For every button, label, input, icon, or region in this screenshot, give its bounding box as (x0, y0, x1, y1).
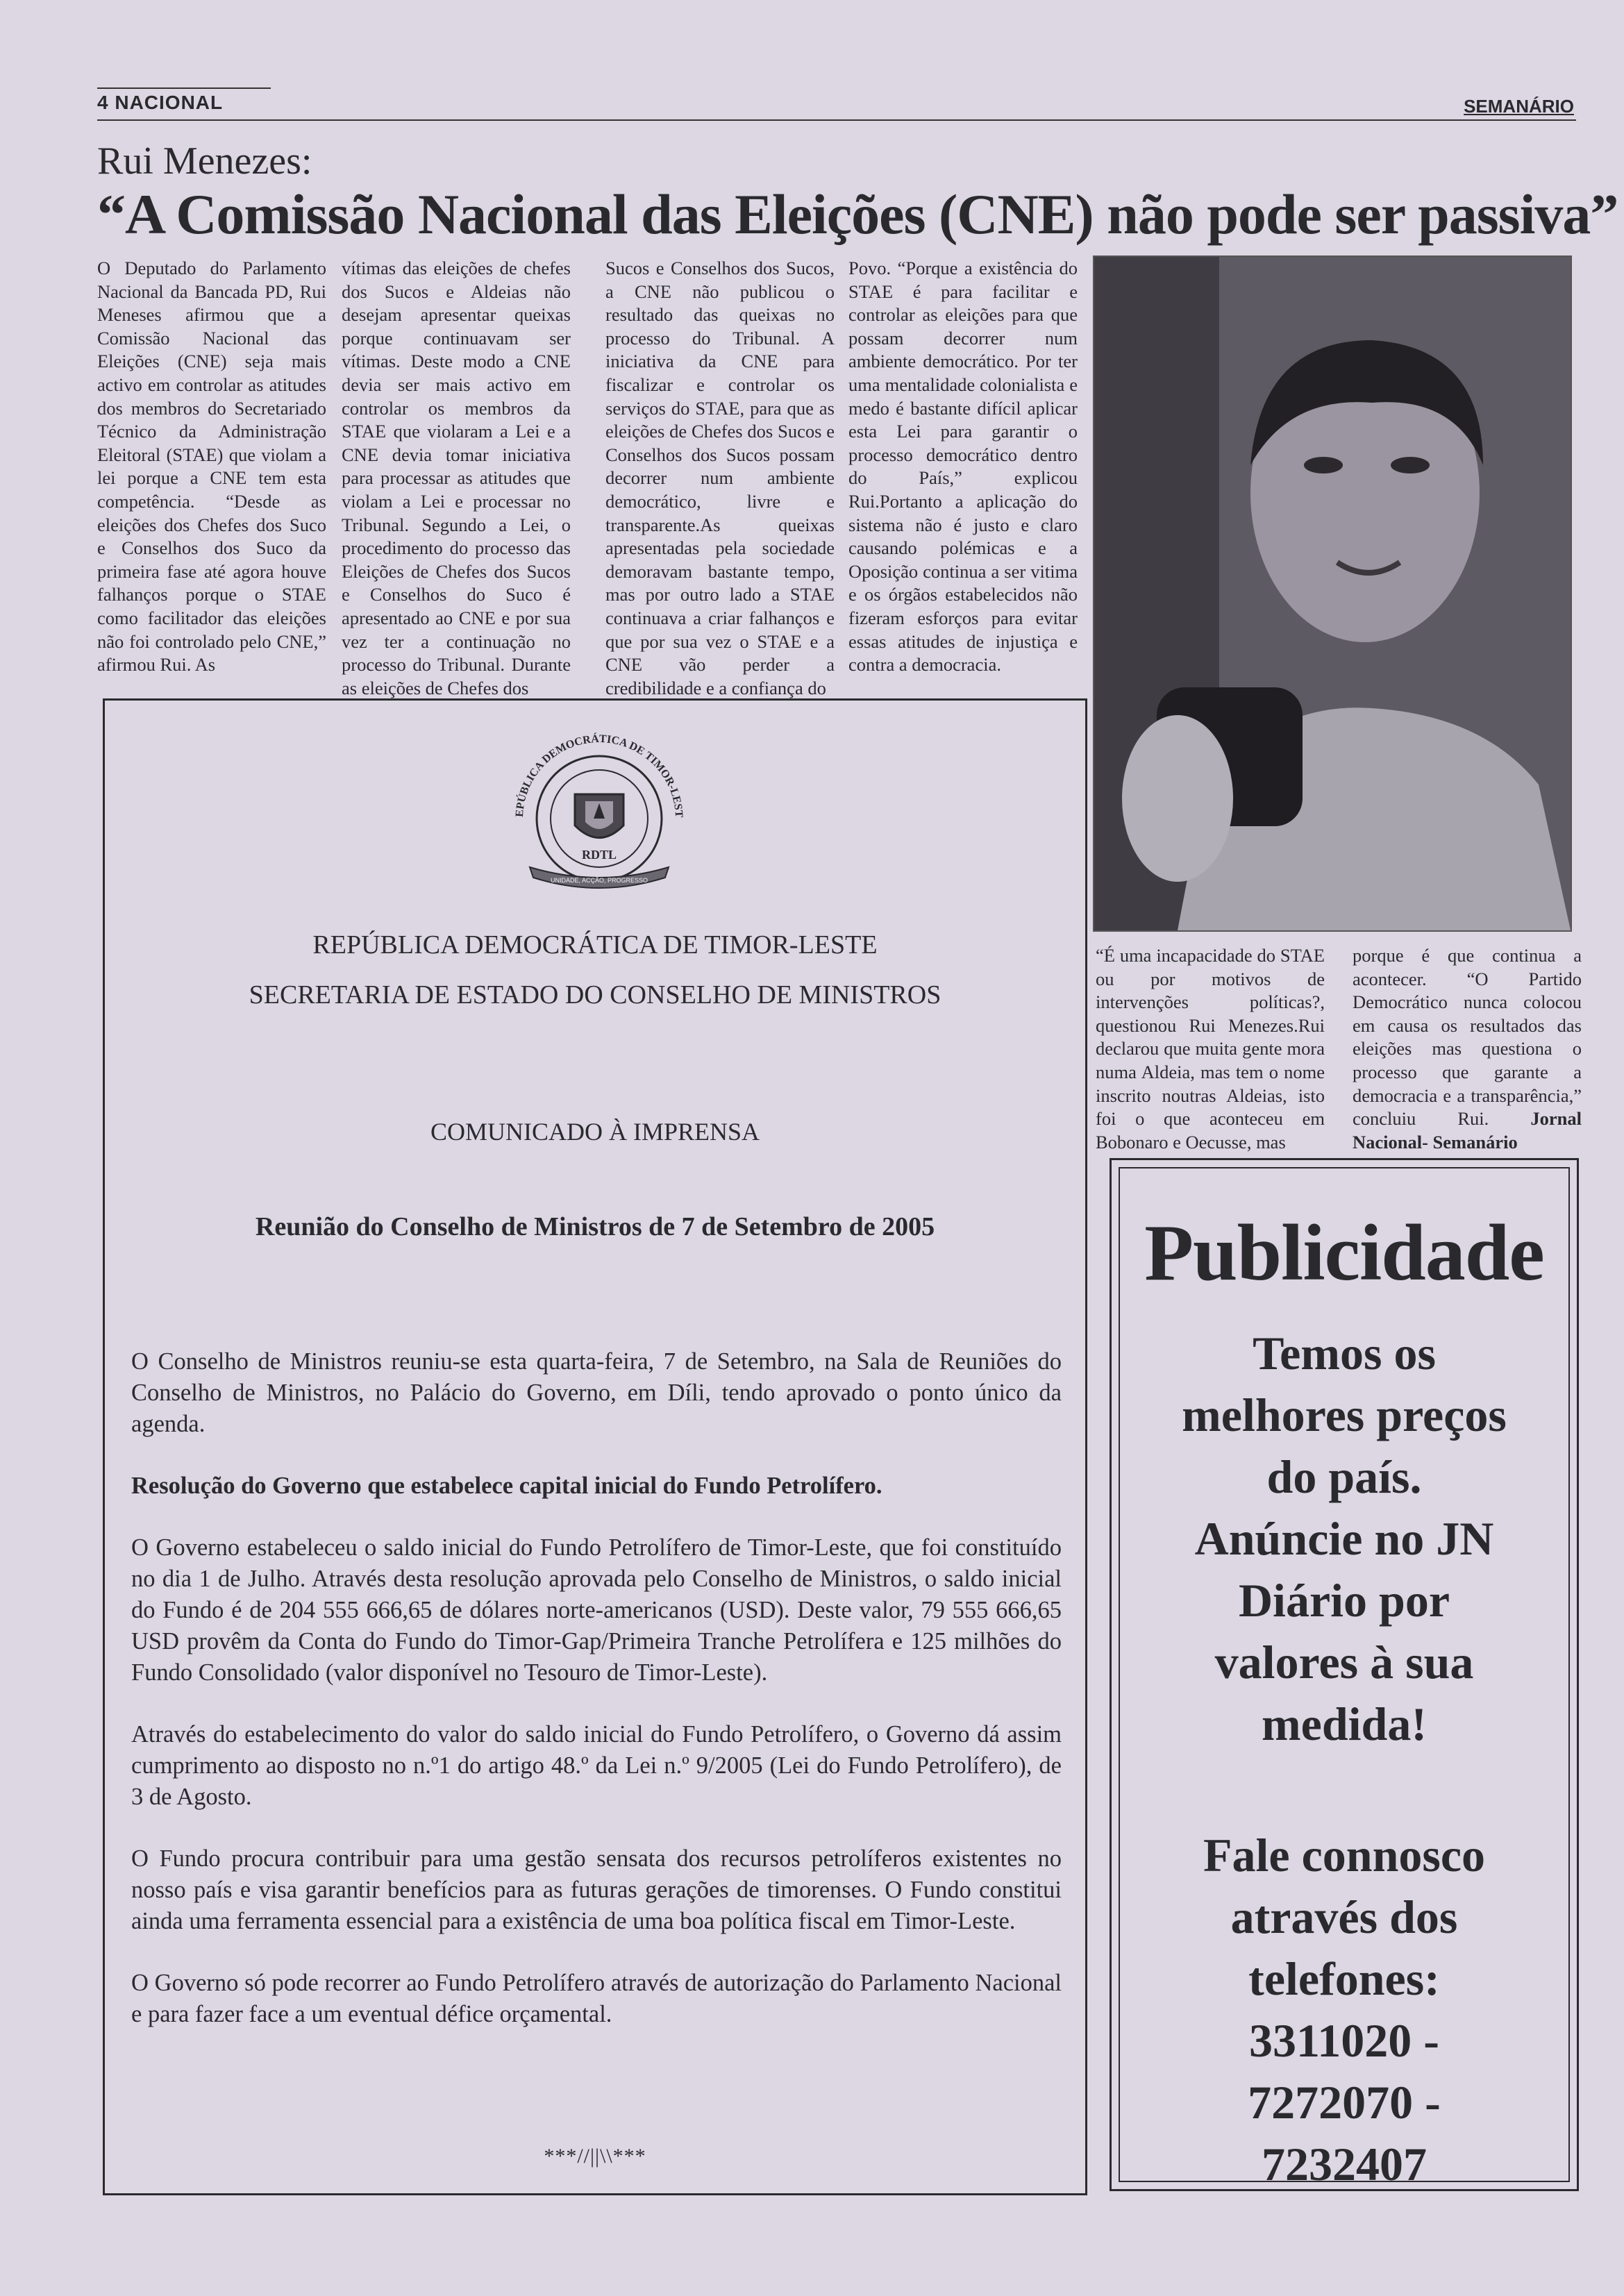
advertisement-line: medida! (1262, 1698, 1427, 1750)
article-continuation-1: “É uma incapacidade do STAE ou por motivos de intervenções políticas?, questionou Rui Menezes.Rui declarou que muita gente mora numa Aldeia, mas tem o nome inscrito noutras Aldeias, isto foi o que aconteceu em Bobonaro e Oecusse, mas (1096, 945, 1325, 1153)
article-signature: Jornal Nacional- Semanário (1353, 1108, 1582, 1153)
advertisement-line: melhores preços (1182, 1389, 1507, 1441)
publication-name: SEMANÁRIO (1464, 96, 1574, 117)
advertisement-contact-line: através dos (1230, 1891, 1458, 1943)
release-paragraph: O Governo só pode recorrer ao Fundo Petrolífero através de autorização do Parlamento Nacional e para fazer face a um eventual défice orçamental. (131, 1970, 1062, 2027)
release-end-mark: ***//||\\*** (544, 2145, 646, 2168)
advertisement-phone: 3311020 - (1249, 2014, 1439, 2067)
release-paragraph: O Governo estabeleceu o saldo inicial do Fundo Petrolífero de Timor-Leste, que foi constituído no dia 1 de Julho. Através desta resolução aprovada pelo Conselho de Ministros, o saldo inicial do Fundo é de 204 555 666,65 de dólares norte-americanos (USD). Deste valor, 79 555 666,65 USD provêm da Conta do Fundo do Timor-Gap/Primeira Tranche Petrolífera e 125 milhões do Fundo Consolidado (valor disponível no Tesouro de Timor-Leste). (131, 1534, 1062, 1686)
advertisement-phone: 7232407 (1262, 2138, 1427, 2190)
article-kicker: Rui Menezes: (97, 140, 312, 183)
advertisement-line: Temos os (1253, 1327, 1436, 1380)
advertisement-line: Diário por (1238, 1574, 1450, 1627)
emblem-ribbon: UNIDADE, ACÇÃO, PROGRESSO (550, 877, 648, 884)
release-paragraph: Através do estabelecimento do valor do saldo inicial do Fundo Petrolífero, o Governo dá assim cumprimento ao disposto no n.º1 do artigo 48.º da Lei n.º 9/2005 (Lei do Fundo Petrolífero), de 3 de Agosto. (131, 1721, 1062, 1810)
advertisement-line: valores à sua (1214, 1636, 1474, 1689)
article-column-1: O Deputado do Parlamento Nacional da Bancada PD, Rui Meneses afirmou que a Comissão Nacional das Eleições (CNE) seja mais activo em controlar as atitudes dos membros do Secretariado Técnico da Administração Eleitoral (STAE) que violam a lei porque a CNE tem esta competência. “Desde as eleições dos Chefes dos Suco e Conselhos dos Suco da primeira fase até agora houve falhanços porque o STAE como facilitador das eleições não foi controlado pelo CNE,” afirmou Rui. As (97, 258, 326, 676)
release-paragraph: O Conselho de Ministros reuniu-se esta quarta-feira, 7 de Setembro, na Sala de Reuniões do Conselho de Ministros, no Palácio do Governo, em Díli, tendo aprovado o ponto único da agenda. (131, 1348, 1062, 1437)
portrait-photo-illustration (1094, 257, 1571, 930)
article-column-4: Povo. “Porque a existência do STAE é para facilitar e controlar as eleições para que possam decorrer num ambiente democrático. Por ter uma mentalidade colonialista e medo é bastante difícil aplicar esta Lei para garantir o processo democrático dentro do País,” explicou Rui.Portanto a aplicação do sistema não é justo e claro causando polémicas e a Oposição continua a ser vitima e os órgãos estabelecidos não fizeram esforços para evitar essas atitudes de injustiça e contra a democracia. (848, 258, 1078, 676)
article-column-3: Sucos e Conselhos dos Sucos, a CNE não publicou o resultado das queixas no processo do Tribunal. A iniciativa da CNE para fiscalizar e controlar os serviços do STAE, para que as eleições de Chefes dos Sucos e Conselhos dos Sucos possam decorrer num ambiente democrático, livre e transparente.As queixas apresentadas pela sociedade demoravam bastante tempo, mas por outro lado a STAE continuava a criar falhanços e que por sua vez o STAE e a CNE vão perder a credibilidade e a confiança do (605, 258, 835, 698)
section-label: 4 NACIONAL (97, 92, 224, 113)
article-continuation-2-text: porque é que continua a acontecer. “O Partido Democrático nunca colocou em causa os resultados das eleições mas questiona o processo que garante a democracia e a transparência,” concluiu Rui. (1353, 945, 1582, 1130)
release-body (131, 1346, 1062, 2061)
article-column-2: vítimas das eleições de chefes dos Sucos e Aldeias não desejam apresentar queixas porque continuavam ser vítimas. Deste modo a CNE devia ser mais activo em controlar os membros da STAE que violaram a Lei e a CNE devia tomar iniciativa para processar as atitudes que violam a Lei e processar no Tribunal. Segundo a Lei, o procedimento do processo das Eleições de Chefes dos Sucos e Conselhos do Suco é apresentado ao CNE e por sua vez ter a continuação no processo do Tribunal. Durante as eleições de Chefes dos (342, 258, 571, 698)
header-tick (97, 87, 271, 89)
emblem-motto: RDTL (581, 848, 617, 862)
advertisement-contact-line: telefones: (1248, 1952, 1440, 2005)
coat-of-arms-emblem (488, 721, 710, 895)
advertisement-box (1110, 1158, 1579, 2191)
release-resolution-heading: Resolução do Governo que estabelece capital inicial do Fundo Petrolífero. (131, 1473, 882, 1499)
article-headline: “A Comissão Nacional das Eleições (CNE) não pode ser passiva” (97, 183, 1618, 246)
release-paragraph: O Fundo procura contribuir para uma gestão sensata dos recursos petrolíferos existentes no nosso país e visa garantir benefícios para as futuras gerações de timorenses. O Fundo constitui ainda uma ferramenta essencial para a existência de uma boa política fiscal em Timor-Leste. (131, 1845, 1062, 1934)
advertisement-line: Anúncie no JN (1194, 1512, 1494, 1565)
advertisement-title: Publicidade (1144, 1209, 1544, 1298)
advertisement-line: do país. (1266, 1450, 1422, 1503)
header-rule (97, 119, 1576, 121)
advertisement-inner (1119, 1167, 1570, 2190)
emblem-circle-text: EPÚBLICA DEMOCRÁTICA DE TIMOR-LEST (513, 732, 685, 819)
release-meeting-title: Reunião do Conselho de Ministros de 7 de Setembro de 2005 (255, 1212, 935, 1241)
release-communique-label: COMUNICADO À IMPRENSA (430, 1118, 760, 1146)
article-continuation-2 (1353, 944, 1582, 1153)
release-title-secretariat: SECRETARIA DE ESTADO DO CONSELHO DE MINISTROS (249, 980, 941, 1009)
release-title-republic: REPÚBLICA DEMOCRÁTICA DE TIMOR-LESTE (312, 930, 878, 960)
advertisement-phone: 7272070 - (1248, 2076, 1441, 2129)
advertisement-contact-line: Fale connosco (1203, 1829, 1486, 1882)
portrait-photo (1093, 255, 1572, 932)
press-release-box (103, 698, 1087, 2195)
